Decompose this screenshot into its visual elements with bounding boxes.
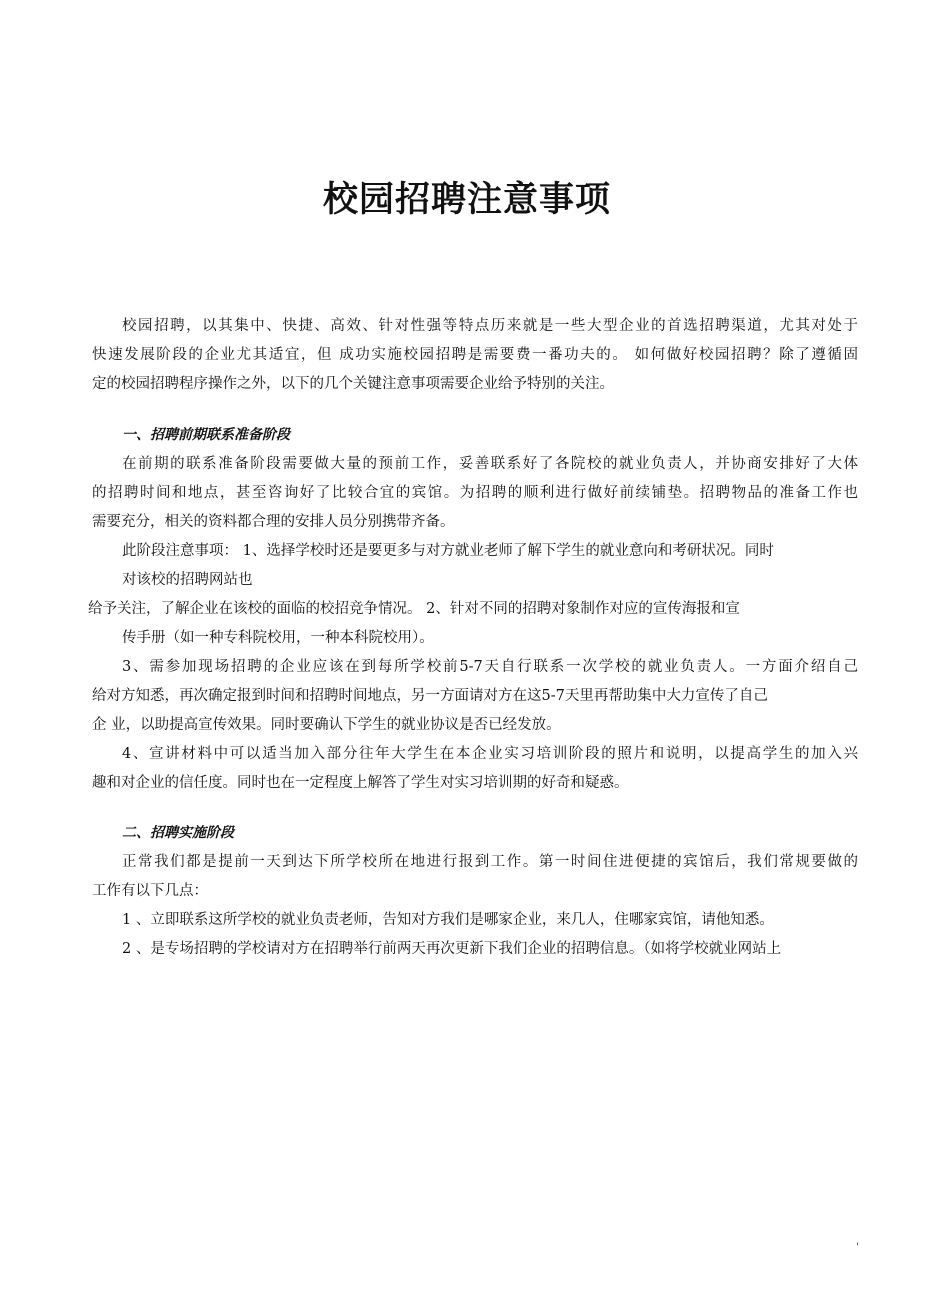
section-2-item-1: 1 、立即联系这所学校的就业负责老师，告知对方我们是哪家企业，来几人，住哪家宾馆，请他知悉。 (122, 912, 774, 928)
text-line: 快速发展阶段的企业尤其适宜，但 成功实施校园招聘是需要费一番功夫的。 如何做好校园招聘？除了遵循固 (92, 347, 858, 363)
section-2-item-2: 2 、是专场招聘的学校请对方在招聘举行前两天再次更新下我们企业的招聘信息。（如将学校就业网站上 (122, 941, 782, 957)
section-1 (88, 421, 858, 798)
section-2-paragraph (92, 848, 858, 906)
section-1-notes (88, 537, 858, 653)
section-1-item-4 (92, 740, 858, 798)
text-line: 的招聘时间和地点，甚至咨询好了比较合宜的宾馆。为招聘的顺利进行做好前续铺垫。招聘物品的准备工作也 (92, 485, 858, 501)
text-line: 传手册（如一种专科院校用，一种本科院校用）。 (122, 630, 434, 646)
section-1-heading: 一、招聘前期联系准备阶段 (122, 427, 290, 443)
text-line: 工作有以下几点： (92, 883, 208, 899)
section-1-paragraph (92, 450, 858, 537)
section-2-heading: 二、招聘实施阶段 (122, 825, 234, 841)
text-line: 此阶段注意事项： 1、选择学校时还是要更多与对方就业老师了解下学生的就业意向和考研状况。同时 (122, 543, 774, 559)
section-1-item-3 (92, 653, 858, 740)
text-line: 校园招聘，以其集中、快捷、高效、针对性强等特点历来就是一些大型企业的首选招聘渠道，尤其对处于 (122, 318, 858, 334)
text-line: 在前期的联系准备阶段需要做大量的预前工作，妥善联系好了各院校的就业负责人，并协商安排好了大体 (122, 456, 858, 472)
text-line: 3、需参加现场招聘的企业应该在到每所学校前5-7天自行联系一次学校的就业负责人。一方面介绍自己 (122, 659, 858, 675)
page-mark: ' (856, 1242, 859, 1253)
text-line: 正常我们都是提前一天到达下所学校所在地进行报到工作。第一时间住进便捷的宾馆后，我们常规要做的 (122, 854, 858, 870)
text-line: 给予关注，了解企业在该校的面临的校招竞争情况。 2、针对不同的招聘对象制作对应的宣传海报和宣 (88, 601, 740, 617)
document-title: 校园招聘注意事项 (322, 180, 611, 220)
text-line: 4、宣讲材料中可以适当加入部分往年大学生在本企业实习培训阶段的照片和说明，以提高学生的加入兴 (122, 746, 858, 762)
text-line: 对该校的招聘网站也 (122, 572, 253, 588)
text-line: 需要充分，相关的资料都合理的安排人员分别携带齐备。 (92, 514, 455, 530)
intro-paragraph (92, 312, 858, 399)
text-line: 给对方知悉，再次确定报到时间和招聘时间地点，另一方面请对方在这5-7天里再帮助集中大力宣传了自己 (92, 688, 768, 704)
section-2 (92, 819, 858, 964)
text-line: 企 业，以助提高宣传效果。同时要确认下学生的就业协议是否已经发放。 (92, 717, 561, 733)
text-line: 趣和对企业的信任度。同时也在一定程度上解答了学生对实习培训期的好奇和疑惑。 (92, 775, 629, 791)
text-line: 定的校园招聘程序操作之外，以下的几个关键注意事项需要企业给予特别的关注。 (92, 376, 614, 392)
